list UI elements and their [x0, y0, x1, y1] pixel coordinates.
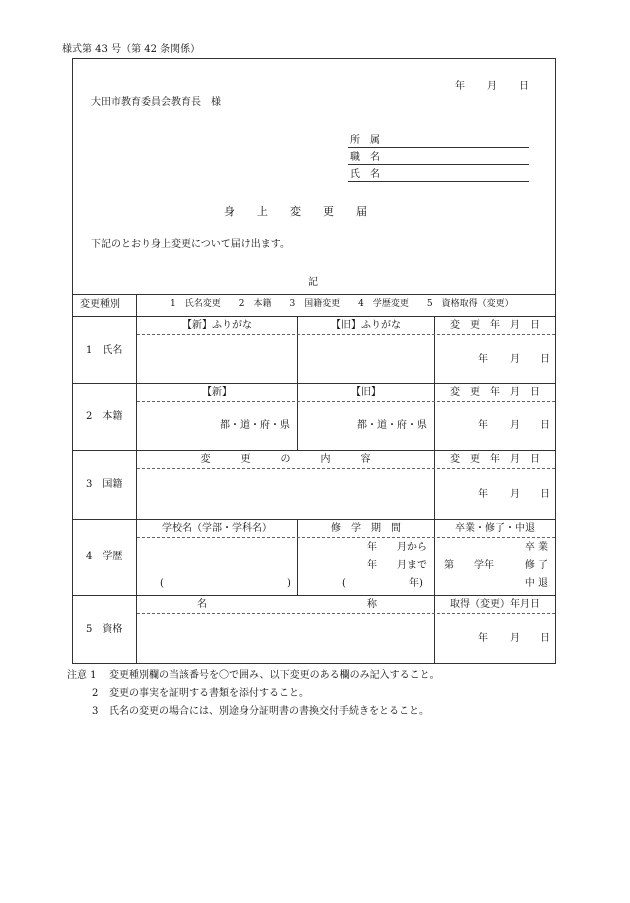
- name-field[interactable]: [348, 181, 529, 182]
- subheader-line: [137, 537, 555, 538]
- table-top-border: [72, 294, 556, 295]
- note-2-number: 2: [92, 688, 99, 699]
- row-divider: [72, 450, 556, 451]
- prefecture-new: 都・道・府・県: [220, 420, 290, 431]
- change-type-label: 変更種別: [80, 299, 120, 310]
- date-day: 日: [540, 489, 550, 500]
- col-header-name-right: 称: [367, 599, 377, 610]
- row-divider: [72, 519, 556, 520]
- col-header-old: 【旧】: [351, 387, 381, 398]
- notes-lead: 注意 1: [67, 670, 97, 681]
- paren-close: ): [287, 578, 291, 589]
- period-to: 年 月まで: [367, 560, 427, 571]
- date-year: 年: [478, 633, 488, 644]
- period-years: 年): [409, 578, 423, 589]
- date-year: 年: [478, 354, 488, 365]
- col-header-school: 学校名（学部・学科名）: [162, 523, 272, 534]
- subheader-line: [137, 613, 555, 614]
- form-number: 様式第 43 号（第 42 条関係）: [62, 44, 201, 55]
- ki-label: 記: [308, 277, 318, 288]
- affiliation-label: 所 属: [350, 135, 380, 146]
- note-3: 氏名の変更の場合には、別途身分証明書の書換交付手続きをとること。: [109, 706, 429, 717]
- position-label: 職 名: [350, 152, 380, 163]
- date-day: 日: [540, 354, 550, 365]
- subheader-line: [137, 468, 555, 469]
- col-header-new-furigana: 【新】ふりがな: [182, 320, 252, 331]
- intro-text: 下記のとおり身上変更について届け出ます。: [91, 239, 290, 250]
- col-header-change-date: 変 更 年 月 日: [450, 454, 540, 465]
- col-divider: [434, 316, 435, 450]
- row-label-education: 4 学歴: [86, 551, 123, 562]
- form-title: 身 上 変 更 届: [224, 205, 367, 218]
- col-header-change-date: 変 更 年 月 日: [450, 387, 540, 398]
- date-day: 日: [519, 81, 529, 92]
- row-label-nationality: 3 国籍: [86, 479, 123, 490]
- col-header-change-content: 変 更 の 内 容: [200, 454, 371, 465]
- note-1: 変更種別欄の当該番号を〇で囲み、以下変更のある欄のみ記入すること。: [109, 670, 440, 681]
- row-label-name: 1 氏名: [86, 345, 123, 356]
- date-day: 日: [540, 420, 550, 431]
- date-month: 月: [510, 489, 520, 500]
- note-3-number: 3: [92, 706, 99, 717]
- col-header-new: 【新】: [202, 387, 232, 398]
- col-header-change-date: 変 更 年 月 日: [450, 320, 540, 331]
- period-years-paren: (: [342, 578, 346, 589]
- date-month: 月: [510, 633, 520, 644]
- row-label-domicile: 2 本籍: [86, 411, 123, 422]
- row-divider: [72, 383, 556, 384]
- status-completed[interactable]: 修 了: [524, 560, 548, 571]
- date-month: 月: [510, 420, 520, 431]
- date-month: 月: [487, 81, 497, 92]
- row-divider: [72, 595, 556, 596]
- position-field[interactable]: [348, 164, 529, 165]
- date-month: 月: [510, 354, 520, 365]
- col-divider: [297, 316, 298, 450]
- row-divider: [72, 316, 556, 317]
- period-from: 年 月から: [367, 542, 427, 553]
- date-day: 日: [540, 633, 550, 644]
- status-grade: 第 学年: [444, 560, 494, 571]
- affiliation-field[interactable]: [348, 147, 529, 148]
- col-header-acquired-date: 取得（変更）年月日: [450, 599, 540, 610]
- col-header-status: 卒業・修了・中退: [455, 523, 535, 534]
- note-2: 変更の事実を証明する書類を添付すること。: [109, 688, 309, 699]
- subheader-line: [137, 334, 555, 335]
- date-year: 年: [478, 489, 488, 500]
- addressee: 大田市教育委員会教育長 様: [91, 97, 221, 108]
- paren-open: (: [160, 578, 164, 589]
- change-type-options[interactable]: 1 氏名変更 2 本籍 3 国籍変更 4 学歴変更 5 資格取得（変更）: [170, 299, 514, 309]
- row-label-qualification: 5 資格: [86, 624, 123, 635]
- col-header-name-left: 名: [197, 599, 207, 610]
- name-label: 氏 名: [350, 169, 380, 180]
- status-dropout[interactable]: 中 退: [524, 578, 548, 589]
- col-header-period: 修 学 期 間: [331, 523, 401, 534]
- subheader-line: [137, 401, 555, 402]
- date-year: 年: [455, 81, 465, 92]
- date-year: 年: [478, 420, 488, 431]
- col-header-old-furigana: 【旧】ふりがな: [331, 320, 401, 331]
- label-column-divider: [136, 294, 137, 664]
- prefecture-old: 都・道・府・県: [357, 420, 427, 431]
- status-graduated[interactable]: 卒 業: [524, 542, 548, 553]
